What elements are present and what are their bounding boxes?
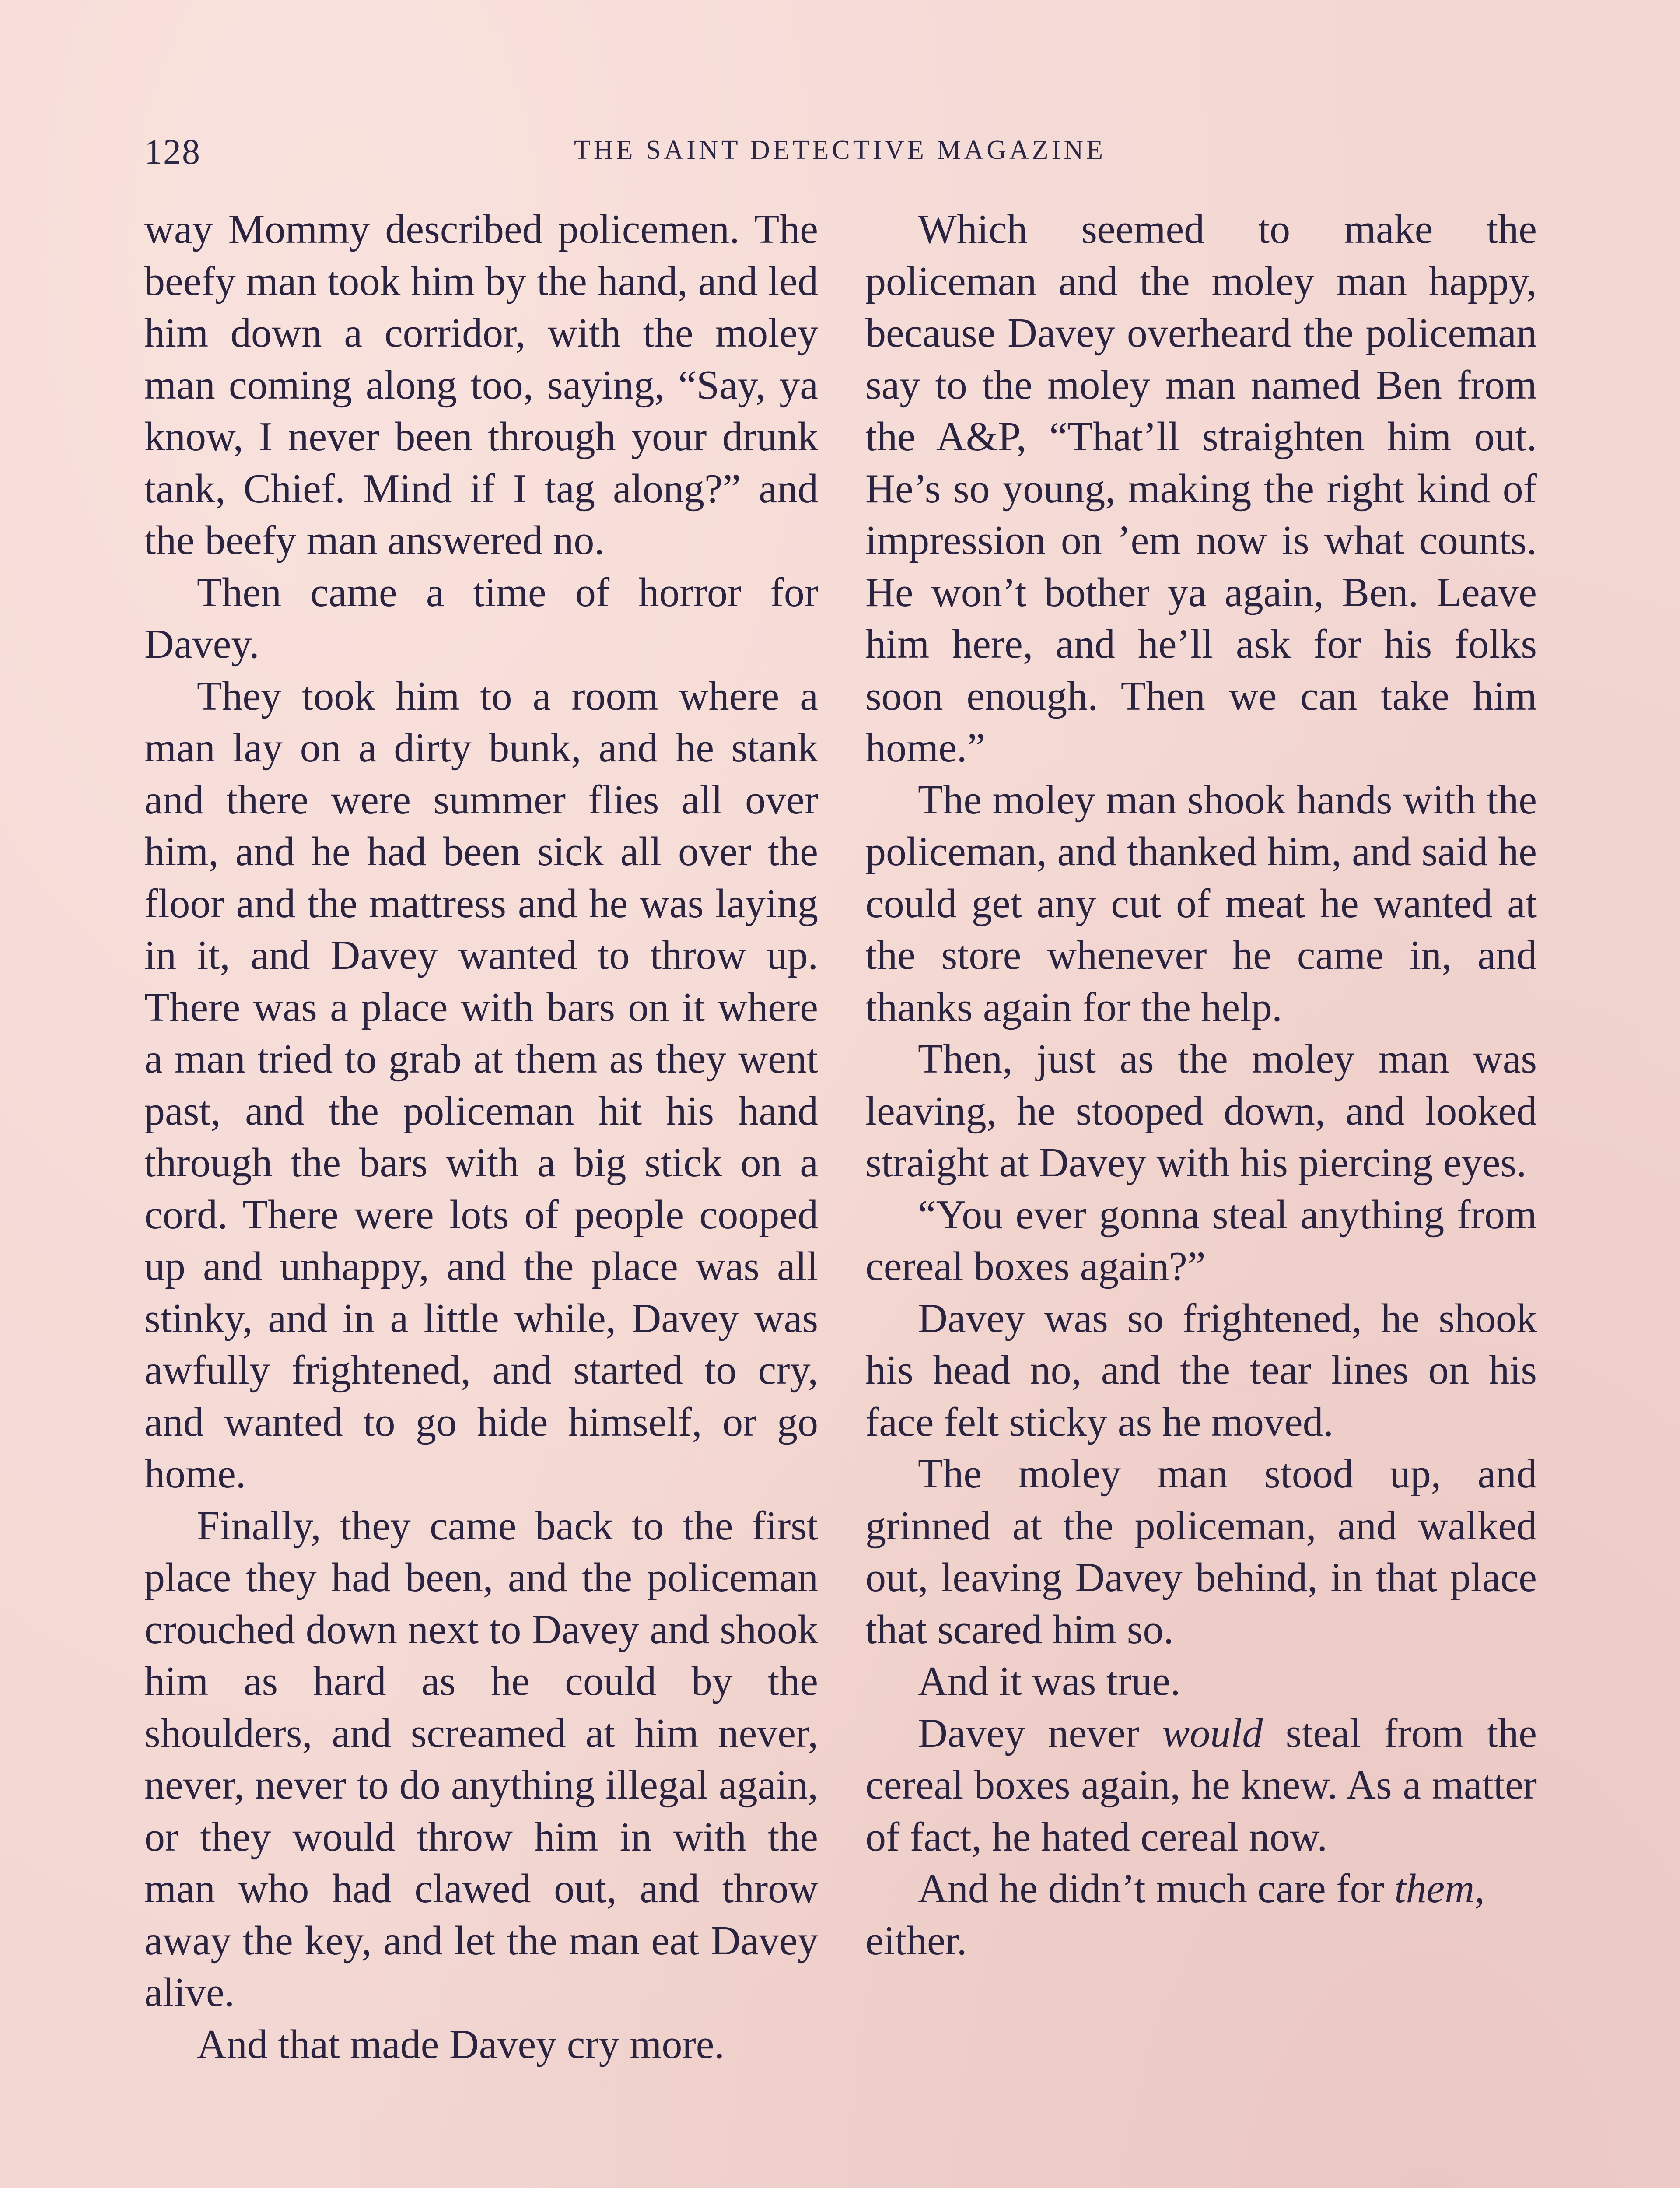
right-column <box>865 203 1537 1967</box>
paragraph: way Mommy described policemen. The beefy man took him by the hand, and led him down a corridor, with the moley man coming along too, saying, “Say, ya know, I never been through your drunk tank, Chief. Mind if I tag along?” and the beefy man answered no. <box>144 207 818 563</box>
paragraph-text: Davey never <box>918 1710 1162 1756</box>
paragraph: Then, just as the moley man was leaving, he stooped down, and looked straight at Davey with his piercing eyes. <box>865 1036 1537 1185</box>
paragraph: And that made Davey cry more. <box>197 2021 724 2067</box>
emphasis-text: them, <box>1394 1866 1485 1911</box>
running-head <box>144 131 1536 184</box>
paragraph: Finally, they came back to the first place they had been, and the policeman crouched down next to Davey and shook him as hard as he could by the shoulders, and screamed at him never, never, never to do anything illegal again, or they would throw him in with the man who had clawed out, and throw away the key, and let the man eat Davey alive. <box>144 1503 818 2015</box>
page-number: 128 <box>144 132 201 172</box>
paragraph: The moley man stood up, and grinned at the policeman, and walked out, leaving Davey behind, in that place that scared him so. <box>865 1451 1537 1652</box>
left-column <box>144 203 818 2070</box>
paragraph: “You ever gonna steal anything from cereal boxes again?” <box>865 1192 1537 1289</box>
paragraph <box>865 1708 1537 1863</box>
paragraph: And it was true. <box>918 1659 1181 1704</box>
paragraph-text: steal from the cereal boxes again, he knew. As a matter of fact, he hated cereal now. <box>865 1710 1537 1860</box>
paragraph <box>865 1863 1537 1967</box>
paragraph: Which seemed to make the policeman and the moley man happy, because Davey overheard the policeman say to the moley man named Ben from the A&P, “That’ll straighten him out. He’s so young, making the right kind of impression on ’em now is what counts. He won’t bother ya again, Ben. Leave him here, and he’ll ask for his folks soon enough. Then we can take him home.” <box>865 207 1537 771</box>
magazine-title: THE SAINT DETECTIVE MAGAZINE <box>574 135 1106 165</box>
paragraph-text: either. <box>865 1918 967 1964</box>
paragraph: Then came a time of horror for Davey. <box>144 569 818 667</box>
paragraph-text: And he didn’t much care for <box>918 1866 1395 1911</box>
paragraph: They took him to a room where a man lay on a dirty bunk, and he stank and there were summer flies all over him, and he had been sick all over the floor and the mattress and he was laying in it, and Davey wanted to throw up. There was a place with bars on it where a man tried to grab at them as they went past, and the policeman hit his hand through the bars with a big stick on a cord. There were lots of people cooped up and unhappy, and the place was all stinky, and in a little while, Davey was awfully frightened, and started to cry, and wanted to go hide himself, or go home. <box>144 673 818 1497</box>
paragraph: The moley man shook hands with the policeman, and thanked him, and said he could get any cut of meat he wanted at the store whenever he came in, and thanks again for the help. <box>865 777 1537 1030</box>
emphasis-text: would <box>1162 1710 1263 1756</box>
paragraph: Davey was so frightened, he shook his head no, and the tear lines on his face felt sticky as he moved. <box>865 1295 1537 1445</box>
